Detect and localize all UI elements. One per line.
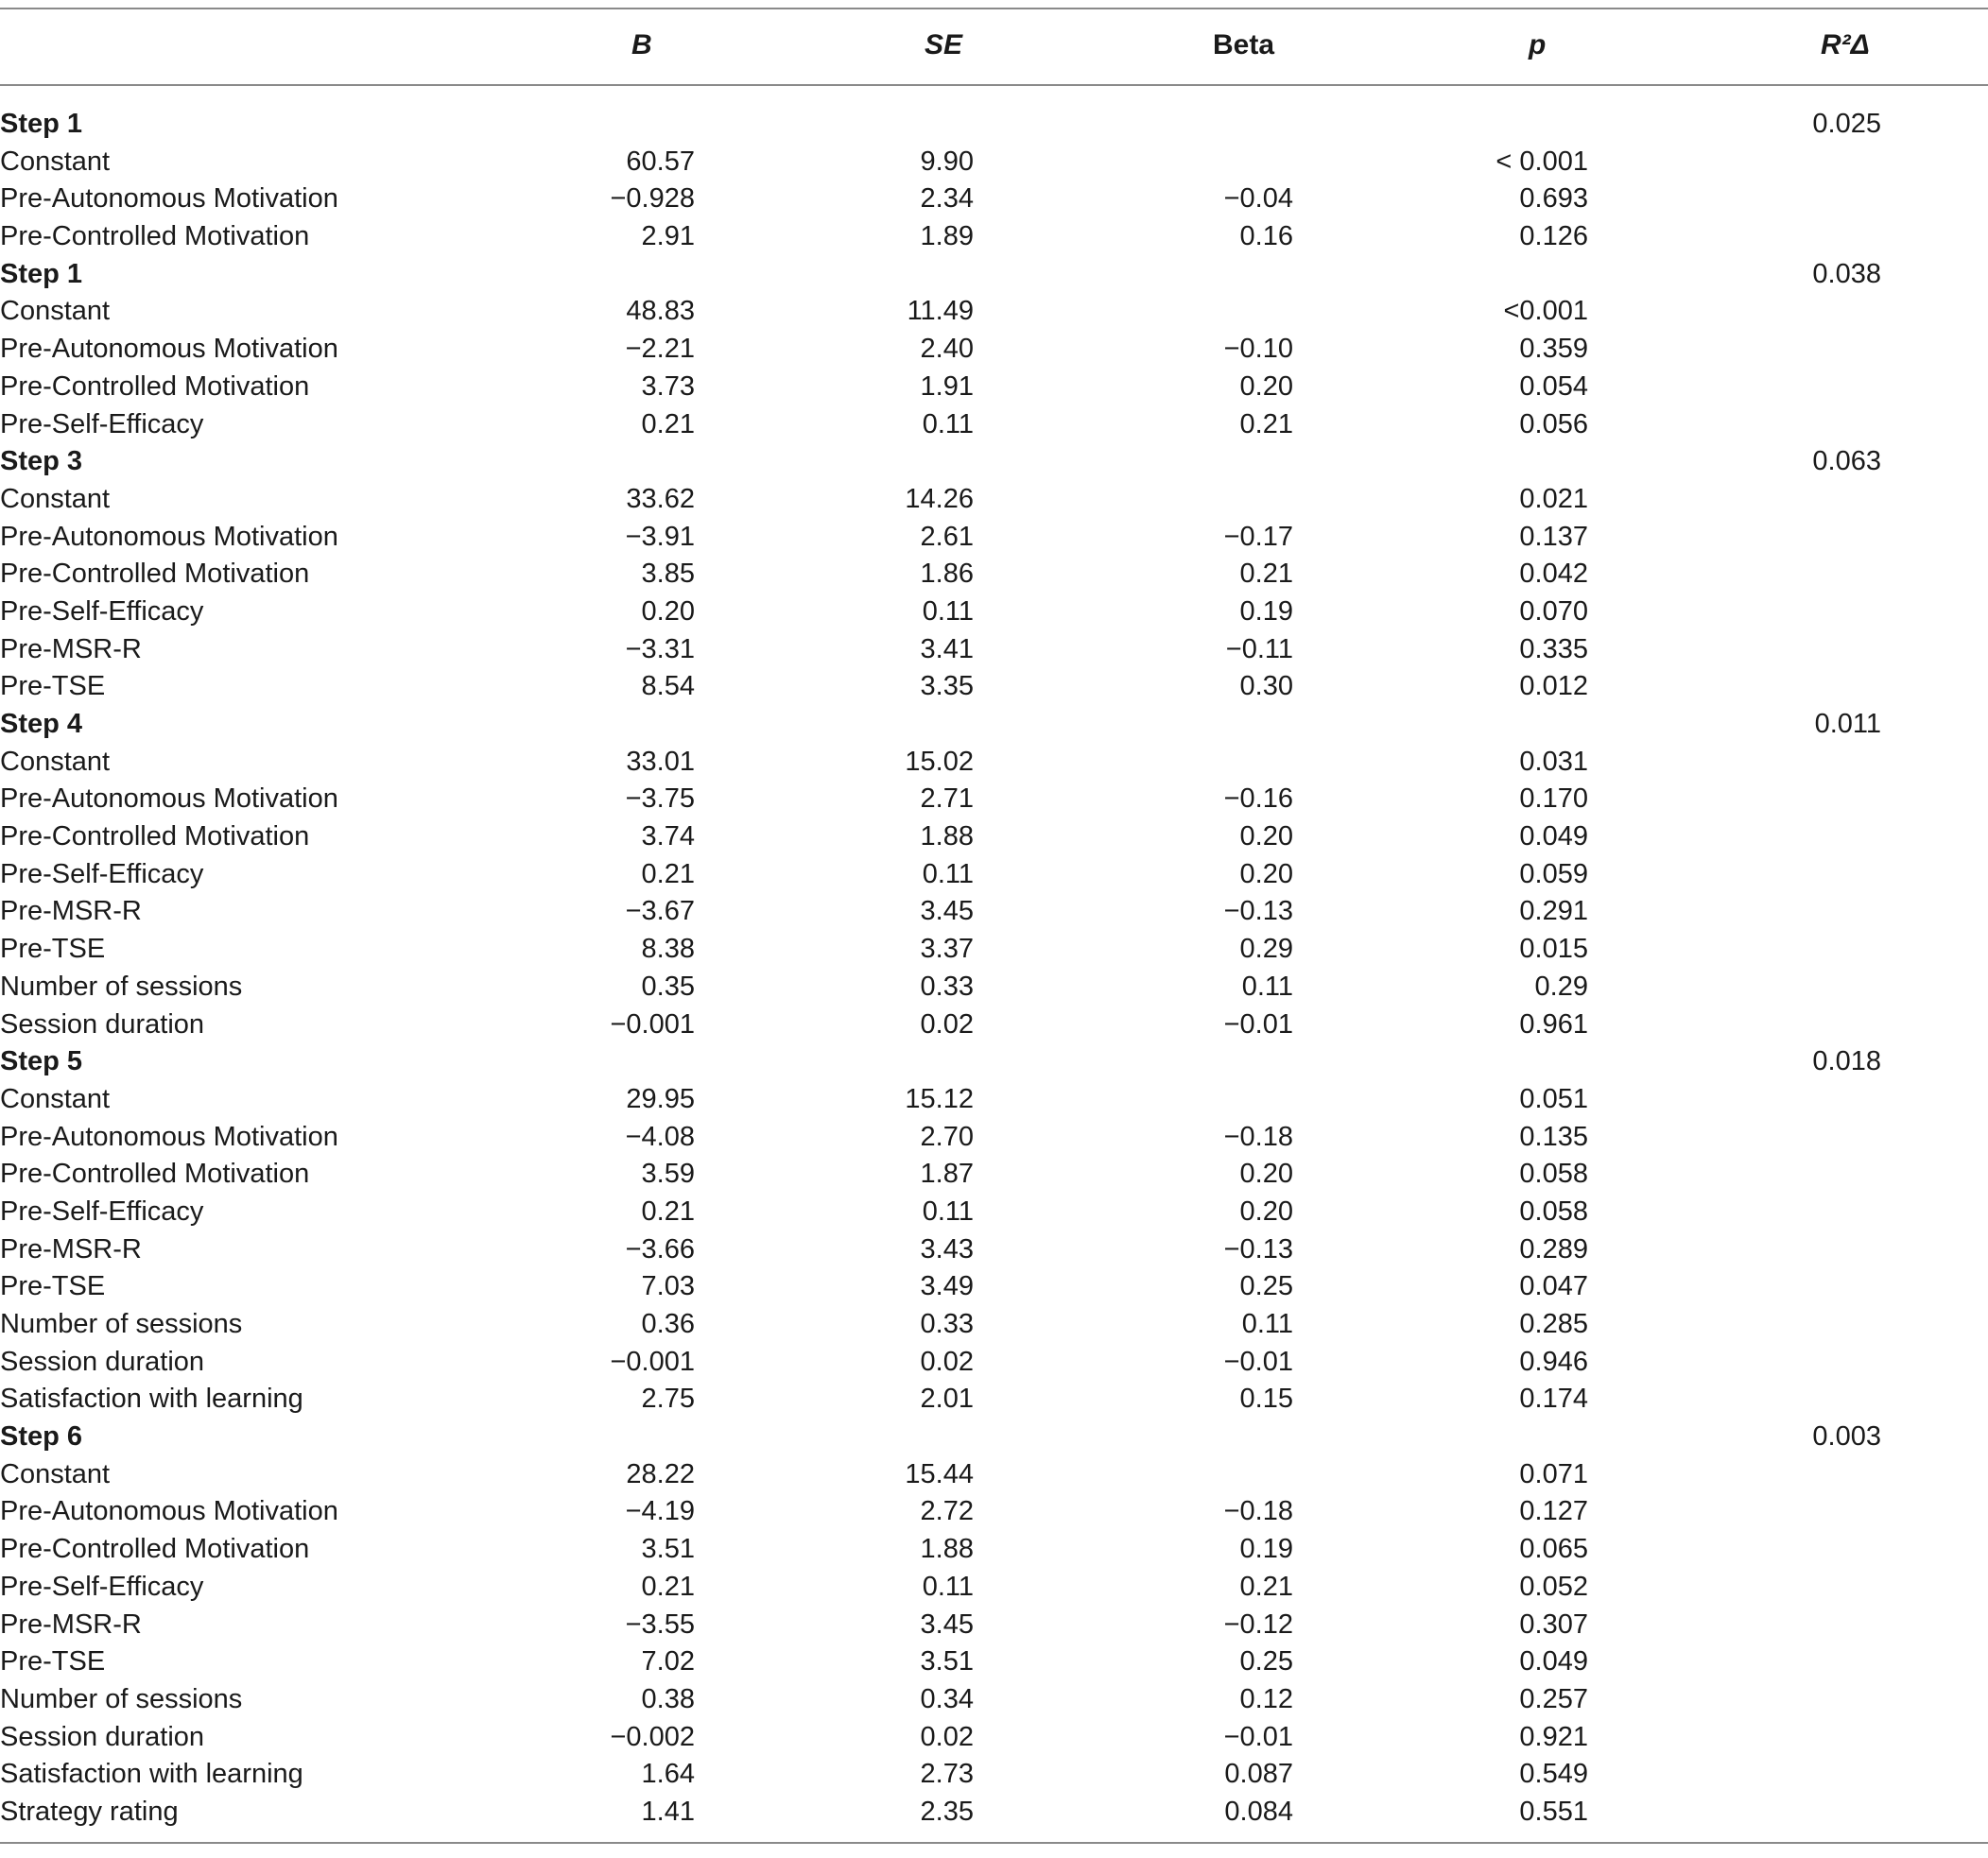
cell-b: −3.66 bbox=[625, 1233, 695, 1264]
row-label: Constant bbox=[0, 146, 111, 177]
cell-b: 0.21 bbox=[641, 408, 695, 439]
cell-se: 0.11 bbox=[922, 858, 974, 889]
table-row bbox=[0, 144, 1988, 181]
cell-b: 0.21 bbox=[641, 858, 695, 889]
table-row bbox=[0, 293, 1988, 331]
cell-b: −4.19 bbox=[625, 1496, 695, 1527]
cell-se: 0.02 bbox=[920, 1721, 974, 1752]
table-row bbox=[0, 1081, 1988, 1119]
cell-beta: 0.25 bbox=[1239, 1646, 1293, 1677]
cell-b: 7.03 bbox=[641, 1271, 695, 1302]
cell-b: −0.001 bbox=[610, 1346, 695, 1377]
table-row bbox=[0, 1569, 1988, 1607]
cell-b: −0.002 bbox=[610, 1721, 695, 1752]
cell-r2-delta: 0.025 bbox=[1812, 109, 1881, 139]
table-row bbox=[0, 1231, 1988, 1269]
step-row bbox=[0, 106, 1988, 144]
row-label: Session duration bbox=[0, 1346, 205, 1377]
cell-se: 9.90 bbox=[920, 146, 974, 177]
cell-p: 0.257 bbox=[1519, 1683, 1588, 1714]
cell-p: 0.961 bbox=[1519, 1008, 1588, 1040]
row-label: Constant bbox=[0, 746, 111, 777]
table-row bbox=[0, 931, 1988, 969]
table-row bbox=[0, 181, 1988, 218]
table-row bbox=[0, 519, 1988, 557]
cell-p: 0.047 bbox=[1519, 1271, 1588, 1302]
table-row bbox=[0, 1006, 1988, 1044]
step-row bbox=[0, 443, 1988, 481]
cell-p: 0.126 bbox=[1519, 221, 1588, 252]
cell-p: 0.170 bbox=[1519, 783, 1588, 815]
cell-p: 0.335 bbox=[1519, 633, 1588, 664]
cell-se: 15.44 bbox=[905, 1458, 974, 1489]
row-label: Pre-TSE bbox=[0, 671, 106, 702]
cell-beta: 0.19 bbox=[1239, 1534, 1293, 1565]
table-row bbox=[0, 1794, 1988, 1832]
cell-se: 0.11 bbox=[922, 595, 974, 627]
cell-se: 1.91 bbox=[920, 370, 974, 402]
step-row bbox=[0, 1043, 1988, 1081]
cell-p: 0.058 bbox=[1519, 1159, 1588, 1190]
cell-beta: −0.01 bbox=[1223, 1721, 1293, 1752]
cell-p: 0.065 bbox=[1519, 1534, 1588, 1565]
cell-b: 8.38 bbox=[641, 934, 695, 965]
table-row bbox=[0, 818, 1988, 856]
cell-beta: −0.01 bbox=[1223, 1346, 1293, 1377]
cell-p: 0.051 bbox=[1519, 1083, 1588, 1114]
cell-se: 3.45 bbox=[920, 896, 974, 927]
cell-se: 1.88 bbox=[920, 821, 974, 852]
row-label: Constant bbox=[0, 483, 111, 514]
cell-beta: −0.13 bbox=[1223, 1233, 1293, 1264]
cell-p: 0.174 bbox=[1519, 1384, 1588, 1415]
cell-beta: −0.12 bbox=[1223, 1609, 1293, 1640]
row-label: Constant bbox=[0, 1083, 111, 1114]
cell-b: 3.51 bbox=[641, 1534, 695, 1565]
row-label: Step 4 bbox=[0, 709, 83, 739]
cell-p: 0.285 bbox=[1519, 1309, 1588, 1339]
table-row bbox=[0, 1531, 1988, 1569]
cell-b: 0.21 bbox=[641, 1196, 695, 1227]
row-label: Pre-Controlled Motivation bbox=[0, 559, 310, 590]
bottom-rule bbox=[0, 1842, 1988, 1844]
cell-beta: −0.01 bbox=[1223, 1008, 1293, 1040]
cell-b: 1.41 bbox=[641, 1796, 695, 1827]
row-label: Number of sessions bbox=[0, 1309, 243, 1339]
row-label: Satisfaction with learning bbox=[0, 1384, 303, 1415]
cell-b: 33.62 bbox=[626, 483, 695, 514]
row-label: Pre-MSR-R bbox=[0, 1609, 142, 1640]
cell-beta: 0.30 bbox=[1239, 671, 1293, 702]
cell-b: 0.20 bbox=[641, 595, 695, 627]
cell-se: 1.86 bbox=[920, 559, 974, 590]
cell-beta: −0.18 bbox=[1223, 1121, 1293, 1152]
cell-b: 28.22 bbox=[626, 1458, 695, 1489]
cell-se: 2.70 bbox=[920, 1121, 974, 1152]
row-label: Pre-Autonomous Motivation bbox=[0, 783, 338, 815]
cell-p: 0.042 bbox=[1519, 559, 1588, 590]
cell-p: 0.137 bbox=[1519, 521, 1588, 552]
cell-p: 0.070 bbox=[1519, 595, 1588, 627]
table-row bbox=[0, 1681, 1988, 1719]
cell-p: 0.291 bbox=[1519, 896, 1588, 927]
table-row bbox=[0, 1194, 1988, 1231]
cell-se: 0.34 bbox=[920, 1683, 974, 1714]
row-label: Step 3 bbox=[0, 446, 83, 477]
table-row bbox=[0, 668, 1988, 706]
row-label: Pre-Controlled Motivation bbox=[0, 821, 310, 852]
row-label: Pre-MSR-R bbox=[0, 633, 142, 664]
cell-se: 0.11 bbox=[922, 1571, 974, 1602]
cell-b: 2.75 bbox=[641, 1384, 695, 1415]
cell-b: 0.38 bbox=[641, 1683, 695, 1714]
table-row bbox=[0, 1306, 1988, 1344]
cell-p: 0.049 bbox=[1519, 1646, 1588, 1677]
cell-beta: 0.11 bbox=[1241, 971, 1293, 1002]
table-row bbox=[0, 1607, 1988, 1644]
step-row bbox=[0, 1419, 1988, 1456]
table-row bbox=[0, 1719, 1988, 1757]
cell-b: 1.64 bbox=[641, 1759, 695, 1790]
cell-beta: 0.25 bbox=[1239, 1271, 1293, 1302]
cell-b: 3.85 bbox=[641, 559, 695, 590]
step-row bbox=[0, 256, 1988, 294]
row-label: Pre-Controlled Motivation bbox=[0, 1534, 310, 1565]
table-row bbox=[0, 1493, 1988, 1531]
cell-se: 3.35 bbox=[920, 671, 974, 702]
row-label: Number of sessions bbox=[0, 971, 243, 1002]
header-rule bbox=[0, 84, 1988, 86]
cell-p: 0.135 bbox=[1519, 1121, 1588, 1152]
cell-beta: 0.21 bbox=[1239, 408, 1293, 439]
row-label: Pre-Controlled Motivation bbox=[0, 221, 310, 252]
cell-r2-delta: 0.018 bbox=[1812, 1046, 1881, 1077]
cell-beta: 0.16 bbox=[1239, 221, 1293, 252]
cell-se: 2.34 bbox=[920, 183, 974, 215]
cell-p: 0.307 bbox=[1519, 1609, 1588, 1640]
cell-p: 0.012 bbox=[1519, 671, 1588, 702]
cell-beta: −0.04 bbox=[1223, 183, 1293, 215]
row-label: Pre-Self-Efficacy bbox=[0, 1196, 204, 1227]
row-label: Constant bbox=[0, 1458, 111, 1489]
table-body bbox=[0, 106, 1988, 1832]
cell-p: 0.059 bbox=[1519, 858, 1588, 889]
row-label: Pre-Self-Efficacy bbox=[0, 858, 204, 889]
header-se: SE bbox=[925, 29, 963, 60]
row-label: Constant bbox=[0, 296, 111, 327]
row-label: Pre-Autonomous Motivation bbox=[0, 521, 338, 552]
row-label: Pre-TSE bbox=[0, 934, 106, 965]
step-row bbox=[0, 706, 1988, 744]
table-row bbox=[0, 481, 1988, 519]
cell-se: 0.02 bbox=[920, 1008, 974, 1040]
header-b: B bbox=[631, 29, 652, 60]
cell-p: 0.071 bbox=[1519, 1458, 1588, 1489]
cell-se: 3.41 bbox=[920, 633, 974, 664]
row-label: Session duration bbox=[0, 1008, 205, 1040]
cell-p: 0.946 bbox=[1519, 1346, 1588, 1377]
cell-p: 0.29 bbox=[1534, 971, 1588, 1002]
header-beta: Beta bbox=[1213, 29, 1275, 60]
cell-beta: 0.20 bbox=[1239, 1159, 1293, 1190]
cell-b: 48.83 bbox=[626, 296, 695, 327]
table-row bbox=[0, 781, 1988, 818]
row-label: Pre-TSE bbox=[0, 1271, 106, 1302]
cell-se: 2.01 bbox=[920, 1384, 974, 1415]
cell-se: 1.87 bbox=[920, 1159, 974, 1190]
cell-p: < 0.001 bbox=[1495, 146, 1588, 177]
table-row bbox=[0, 1344, 1988, 1382]
cell-b: 3.74 bbox=[641, 821, 695, 852]
row-label: Pre-Controlled Motivation bbox=[0, 370, 310, 402]
cell-beta: −0.17 bbox=[1223, 521, 1293, 552]
cell-beta: 0.12 bbox=[1239, 1683, 1293, 1714]
cell-beta: 0.20 bbox=[1239, 821, 1293, 852]
cell-b: −3.75 bbox=[625, 783, 695, 815]
table-row bbox=[0, 556, 1988, 594]
row-label: Pre-Self-Efficacy bbox=[0, 595, 204, 627]
row-label: Pre-Self-Efficacy bbox=[0, 408, 204, 439]
cell-p: 0.551 bbox=[1519, 1796, 1588, 1827]
table-row bbox=[0, 594, 1988, 631]
table-row bbox=[0, 856, 1988, 894]
cell-b: 0.36 bbox=[641, 1309, 695, 1339]
table-row bbox=[0, 331, 1988, 369]
table-row bbox=[0, 744, 1988, 782]
cell-beta: 0.21 bbox=[1239, 1571, 1293, 1602]
row-label: Pre-Autonomous Motivation bbox=[0, 334, 338, 365]
header-p: p bbox=[1529, 29, 1547, 60]
cell-r2-delta: 0.038 bbox=[1812, 258, 1881, 289]
cell-b: −2.21 bbox=[625, 334, 695, 365]
cell-se: 2.73 bbox=[920, 1759, 974, 1790]
row-label: Step 5 bbox=[0, 1046, 83, 1077]
table-row bbox=[0, 406, 1988, 444]
cell-b: 8.54 bbox=[641, 671, 695, 702]
cell-se: 0.33 bbox=[920, 971, 974, 1002]
table-row bbox=[0, 1456, 1988, 1494]
table-row bbox=[0, 1756, 1988, 1794]
table-row bbox=[0, 969, 1988, 1006]
cell-se: 2.72 bbox=[920, 1496, 974, 1527]
cell-se: 14.26 bbox=[905, 483, 974, 514]
row-label: Strategy rating bbox=[0, 1796, 179, 1827]
cell-p: 0.289 bbox=[1519, 1233, 1588, 1264]
cell-p: 0.015 bbox=[1519, 934, 1588, 965]
cell-r2-delta: 0.003 bbox=[1812, 1421, 1881, 1453]
row-label: Pre-Autonomous Motivation bbox=[0, 1496, 338, 1527]
cell-se: 11.49 bbox=[907, 296, 974, 327]
cell-b: −3.55 bbox=[625, 1609, 695, 1640]
cell-se: 3.43 bbox=[920, 1233, 974, 1264]
cell-p: 0.693 bbox=[1519, 183, 1588, 215]
cell-b: 0.21 bbox=[641, 1571, 695, 1602]
cell-p: 0.049 bbox=[1519, 821, 1588, 852]
cell-se: 3.45 bbox=[920, 1609, 974, 1640]
cell-beta: −0.11 bbox=[1225, 633, 1293, 664]
cell-se: 2.61 bbox=[920, 521, 974, 552]
cell-b: −0.001 bbox=[610, 1008, 695, 1040]
row-label: Pre-MSR-R bbox=[0, 1233, 142, 1264]
table-row bbox=[0, 1156, 1988, 1194]
table-row bbox=[0, 1119, 1988, 1157]
cell-beta: 0.19 bbox=[1239, 595, 1293, 627]
cell-beta: −0.16 bbox=[1223, 783, 1293, 815]
cell-se: 2.40 bbox=[920, 334, 974, 365]
cell-b: 60.57 bbox=[626, 146, 695, 177]
row-label: Pre-Autonomous Motivation bbox=[0, 1121, 338, 1152]
cell-beta: 0.084 bbox=[1224, 1796, 1293, 1827]
row-label: Satisfaction with learning bbox=[0, 1759, 303, 1790]
row-label: Pre-Controlled Motivation bbox=[0, 1159, 310, 1190]
cell-b: 33.01 bbox=[626, 746, 695, 777]
cell-r2-delta: 0.063 bbox=[1812, 446, 1881, 477]
cell-p: 0.127 bbox=[1519, 1496, 1588, 1527]
cell-p: 0.549 bbox=[1519, 1759, 1588, 1790]
cell-b: 29.95 bbox=[626, 1083, 695, 1114]
cell-se: 1.88 bbox=[920, 1534, 974, 1565]
cell-beta: 0.087 bbox=[1224, 1759, 1293, 1790]
cell-b: −3.67 bbox=[625, 896, 695, 927]
cell-se: 3.49 bbox=[920, 1271, 974, 1302]
cell-r2-delta: 0.011 bbox=[1814, 709, 1881, 739]
cell-se: 0.02 bbox=[920, 1346, 974, 1377]
cell-p: 0.031 bbox=[1519, 746, 1588, 777]
cell-beta: 0.21 bbox=[1239, 559, 1293, 590]
cell-p: 0.359 bbox=[1519, 334, 1588, 365]
cell-b: 7.02 bbox=[641, 1646, 695, 1677]
cell-p: 0.052 bbox=[1519, 1571, 1588, 1602]
cell-p: 0.021 bbox=[1519, 483, 1588, 514]
cell-se: 2.71 bbox=[920, 783, 974, 815]
cell-se: 3.51 bbox=[920, 1646, 974, 1677]
cell-b: 3.59 bbox=[641, 1159, 695, 1190]
cell-beta: −0.10 bbox=[1223, 334, 1293, 365]
table-row bbox=[0, 218, 1988, 256]
table-row bbox=[0, 369, 1988, 406]
cell-b: 3.73 bbox=[641, 370, 695, 402]
row-label: Step 1 bbox=[0, 109, 83, 139]
cell-se: 3.37 bbox=[920, 934, 974, 965]
cell-beta: 0.29 bbox=[1239, 934, 1293, 965]
cell-p: 0.056 bbox=[1519, 408, 1588, 439]
table-row bbox=[0, 1268, 1988, 1306]
row-label: Step 1 bbox=[0, 258, 83, 289]
row-label: Pre-Autonomous Motivation bbox=[0, 183, 338, 215]
cell-b: −4.08 bbox=[625, 1121, 695, 1152]
header-r2-delta: R²Δ bbox=[1821, 29, 1870, 60]
cell-p: 0.054 bbox=[1519, 370, 1588, 402]
cell-p: <0.001 bbox=[1503, 296, 1588, 327]
cell-beta: −0.13 bbox=[1223, 896, 1293, 927]
cell-beta: −0.18 bbox=[1223, 1496, 1293, 1527]
row-label: Pre-MSR-R bbox=[0, 896, 142, 927]
table-row bbox=[0, 1381, 1988, 1419]
row-label: Step 6 bbox=[0, 1421, 83, 1453]
cell-beta: 0.20 bbox=[1239, 858, 1293, 889]
top-rule bbox=[0, 8, 1988, 9]
cell-beta: 0.15 bbox=[1239, 1384, 1293, 1415]
table-row bbox=[0, 631, 1988, 669]
table-row bbox=[0, 893, 1988, 931]
cell-b: 2.91 bbox=[641, 221, 695, 252]
cell-b: −0.928 bbox=[610, 183, 695, 215]
cell-beta: 0.11 bbox=[1241, 1309, 1293, 1339]
cell-b: −3.31 bbox=[625, 633, 695, 664]
cell-se: 15.12 bbox=[905, 1083, 974, 1114]
cell-se: 15.02 bbox=[905, 746, 974, 777]
row-label: Pre-TSE bbox=[0, 1646, 106, 1677]
cell-b: −3.91 bbox=[625, 521, 695, 552]
table-row bbox=[0, 1643, 1988, 1681]
row-label: Pre-Self-Efficacy bbox=[0, 1571, 204, 1602]
cell-p: 0.058 bbox=[1519, 1196, 1588, 1227]
cell-beta: 0.20 bbox=[1239, 1196, 1293, 1227]
cell-se: 0.11 bbox=[922, 1196, 974, 1227]
cell-se: 1.89 bbox=[920, 221, 974, 252]
cell-se: 0.11 bbox=[922, 408, 974, 439]
cell-se: 2.35 bbox=[920, 1796, 974, 1827]
cell-beta: 0.20 bbox=[1239, 370, 1293, 402]
cell-b: 0.35 bbox=[641, 971, 695, 1002]
cell-se: 0.33 bbox=[920, 1309, 974, 1339]
cell-p: 0.921 bbox=[1519, 1721, 1588, 1752]
row-label: Session duration bbox=[0, 1721, 205, 1752]
row-label: Number of sessions bbox=[0, 1683, 243, 1714]
